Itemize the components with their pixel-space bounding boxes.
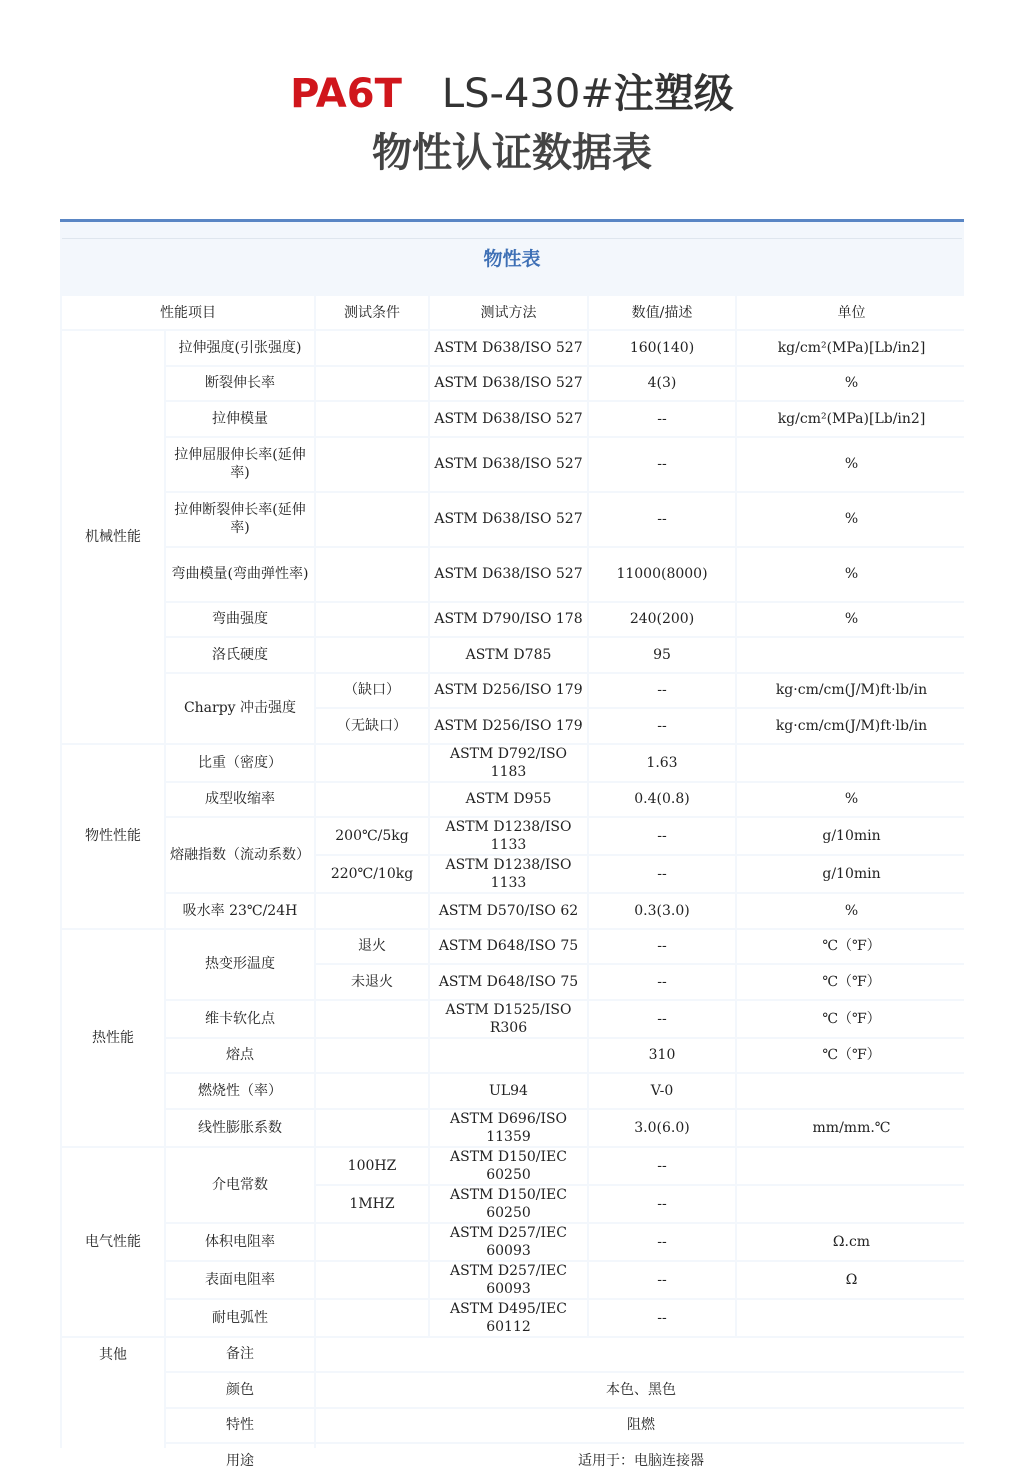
value-cell: -- <box>589 1001 735 1037</box>
condition-cell: 未退火 <box>316 965 428 999</box>
table-row <box>62 638 966 672</box>
unit-cell <box>737 1300 966 1336</box>
item-cell: 熔点 <box>166 1039 314 1073</box>
remark-cell <box>316 1338 966 1372</box>
brand-name: PA6T <box>290 71 402 117</box>
item-cell: 备注 <box>166 1338 314 1372</box>
method-cell: ASTM D638/ISO 527 <box>430 438 587 491</box>
condition-cell: 100HZ <box>316 1148 428 1184</box>
value-cell: -- <box>589 493 735 546</box>
value-cell: 1.63 <box>589 745 735 781</box>
item-cell: 燃烧性（率） <box>166 1074 314 1108</box>
value-cell: 310 <box>589 1039 735 1073</box>
method-cell: ASTM D648/ISO 75 <box>430 930 587 964</box>
header-item: 性能项目 <box>62 296 314 329</box>
table-row <box>62 930 966 964</box>
table-row <box>62 818 966 854</box>
table-row <box>62 1338 966 1372</box>
item-cell: 热变形温度 <box>166 930 314 999</box>
table-row <box>62 1224 966 1260</box>
method-cell: ASTM D638/ISO 527 <box>430 331 587 365</box>
unit-cell <box>737 745 966 781</box>
condition-cell: 200℃/5kg <box>316 818 428 854</box>
value-cell: -- <box>589 856 735 892</box>
condition-cell <box>316 402 428 436</box>
item-cell: 断裂伸长率 <box>166 367 314 401</box>
unit-cell: ℃（℉） <box>737 965 966 999</box>
method-cell: ASTM D570/ISO 62 <box>430 894 587 928</box>
unit-cell: ℃（℉） <box>737 1001 966 1037</box>
unit-cell: g/10min <box>737 856 966 892</box>
unit-cell <box>737 1148 966 1184</box>
value-cell: -- <box>589 930 735 964</box>
method-cell: ASTM D638/ISO 527 <box>430 402 587 436</box>
method-cell: ASTM D1525/ISO R306 <box>430 1001 587 1037</box>
page-subtitle: 物性认证数据表 <box>372 130 652 176</box>
table-row <box>62 1148 966 1184</box>
unit-cell: kg/cm²(MPa)[Lb/in2] <box>737 331 966 365</box>
table-row <box>62 1001 966 1037</box>
unit-cell: Ω.cm <box>737 1224 966 1260</box>
item-cell: Charpy 冲击强度 <box>166 674 314 743</box>
value-cell: 4(3) <box>589 367 735 401</box>
value-cell: -- <box>589 1148 735 1184</box>
condition-cell <box>316 1300 428 1336</box>
value-cell: 240(200) <box>589 603 735 637</box>
method-cell: ASTM D785 <box>430 638 587 672</box>
unit-cell: kg·cm/cm(J/M)ft·lb/in <box>737 674 966 708</box>
method-cell: ASTM D495/IEC 60112 <box>430 1300 587 1336</box>
table-row <box>62 367 966 401</box>
unit-cell: % <box>737 367 966 401</box>
item-cell: 成型收缩率 <box>166 783 314 817</box>
table-row <box>62 1373 966 1407</box>
unit-cell <box>737 638 966 672</box>
method-cell: ASTM D696/ISO 11359 <box>430 1110 587 1146</box>
method-cell: ASTM D955 <box>430 783 587 817</box>
condition-cell <box>316 548 428 601</box>
unit-cell: mm/mm.℃ <box>737 1110 966 1146</box>
table-row <box>62 894 966 928</box>
method-cell <box>430 1039 587 1073</box>
item-cell: 拉伸断裂伸长率(延伸率) <box>166 493 314 546</box>
unit-cell: kg·cm/cm(J/M)ft·lb/in <box>737 709 966 743</box>
table-row <box>62 674 966 708</box>
value-cell: -- <box>589 402 735 436</box>
unit-cell: % <box>737 603 966 637</box>
value-cell: -- <box>589 965 735 999</box>
method-cell: ASTM D638/ISO 527 <box>430 548 587 601</box>
condition-cell <box>316 1262 428 1298</box>
table-row <box>62 1262 966 1298</box>
item-cell: 拉伸模量 <box>166 402 314 436</box>
method-cell: ASTM D638/ISO 527 <box>430 367 587 401</box>
header-unit: 单位 <box>737 296 966 329</box>
condition-cell <box>316 1074 428 1108</box>
item-cell: 特性 <box>166 1409 314 1443</box>
unit-cell: ℃（℉） <box>737 1039 966 1073</box>
condition-cell: （无缺口） <box>316 709 428 743</box>
item-cell: 拉伸强度(引张强度) <box>166 331 314 365</box>
datasheet-frame <box>60 219 964 1469</box>
value-cell: -- <box>589 438 735 491</box>
item-cell: 颜色 <box>166 1373 314 1407</box>
page-title <box>0 66 1024 122</box>
method-cell: ASTM D257/IEC 60093 <box>430 1224 587 1260</box>
value-cell: -- <box>589 1262 735 1298</box>
value-cell: V-0 <box>589 1074 735 1108</box>
model-number: LS-430# <box>441 71 614 117</box>
method-cell: ASTM D792/ISO 1183 <box>430 745 587 781</box>
item-cell: 比重（密度） <box>166 745 314 781</box>
method-cell: ASTM D1238/ISO 1133 <box>430 856 587 892</box>
properties-table <box>60 294 968 1480</box>
feature-cell: 阻燃 <box>316 1409 966 1443</box>
unit-cell: % <box>737 783 966 817</box>
condition-cell: 1MHZ <box>316 1186 428 1222</box>
item-cell: 介电常数 <box>166 1148 314 1222</box>
item-cell: 表面电阻率 <box>166 1262 314 1298</box>
condition-cell <box>316 1039 428 1073</box>
unit-cell: % <box>737 548 966 601</box>
condition-cell <box>316 331 428 365</box>
table-row <box>62 1409 966 1443</box>
value-cell: -- <box>589 818 735 854</box>
value-cell: 3.0(6.0) <box>589 1110 735 1146</box>
condition-cell <box>316 745 428 781</box>
condition-cell: （缺口） <box>316 674 428 708</box>
unit-cell: % <box>737 493 966 546</box>
frame-top-strip <box>62 222 962 239</box>
method-cell: ASTM D648/ISO 75 <box>430 965 587 999</box>
category-electrical: 电气性能 <box>62 1148 164 1336</box>
item-cell: 洛氏硬度 <box>166 638 314 672</box>
condition-cell <box>316 603 428 637</box>
table-row <box>62 1444 966 1478</box>
unit-cell: g/10min <box>737 818 966 854</box>
item-cell: 线性膨胀系数 <box>166 1110 314 1146</box>
condition-cell <box>316 438 428 491</box>
value-cell: 160(140) <box>589 331 735 365</box>
grade-label: 注塑级 <box>613 71 734 117</box>
value-cell: 0.4(0.8) <box>589 783 735 817</box>
condition-cell <box>316 894 428 928</box>
unit-cell: % <box>737 894 966 928</box>
item-cell: 用途 <box>166 1444 314 1478</box>
unit-cell: kg/cm²(MPa)[Lb/in2] <box>737 402 966 436</box>
method-cell: UL94 <box>430 1074 587 1108</box>
item-cell: 拉伸屈服伸长率(延伸率) <box>166 438 314 491</box>
category-mechanical: 机械性能 <box>62 331 164 743</box>
method-cell: ASTM D790/ISO 178 <box>430 603 587 637</box>
table-row <box>62 603 966 637</box>
condition-cell <box>316 783 428 817</box>
value-cell: -- <box>589 1300 735 1336</box>
table-row <box>62 1300 966 1336</box>
table-row <box>62 548 966 601</box>
table-row <box>62 402 966 436</box>
unit-cell <box>737 1186 966 1222</box>
color-cell: 本色、黑色 <box>316 1373 966 1407</box>
item-cell: 体积电阻率 <box>166 1224 314 1260</box>
method-cell: ASTM D257/IEC 60093 <box>430 1262 587 1298</box>
value-cell: 0.3(3.0) <box>589 894 735 928</box>
table-row <box>62 1110 966 1146</box>
condition-cell <box>316 367 428 401</box>
title-block <box>0 66 1024 184</box>
table-row <box>62 1039 966 1073</box>
value-cell: -- <box>589 674 735 708</box>
value-cell: 11000(8000) <box>589 548 735 601</box>
method-cell: ASTM D150/IEC 60250 <box>430 1148 587 1184</box>
table-row <box>62 438 966 491</box>
table-row <box>62 783 966 817</box>
condition-cell <box>316 1224 428 1260</box>
table-row <box>62 331 966 365</box>
header-value: 数值/描述 <box>589 296 735 329</box>
method-cell: ASTM D638/ISO 527 <box>430 493 587 546</box>
table-row <box>62 745 966 781</box>
header-method: 测试方法 <box>430 296 587 329</box>
unit-cell <box>737 1074 966 1108</box>
unit-cell: ℃（℉） <box>737 930 966 964</box>
value-cell: -- <box>589 1186 735 1222</box>
condition-cell <box>316 1110 428 1146</box>
condition-cell <box>316 1001 428 1037</box>
header-row <box>62 296 966 329</box>
table-caption: 物性表 <box>483 248 541 270</box>
table-row <box>62 493 966 546</box>
item-cell: 吸水率 23℃/24H <box>166 894 314 928</box>
unit-cell: Ω <box>737 1262 966 1298</box>
application-cell: 适用于：电脑连接器 <box>316 1444 966 1478</box>
condition-cell: 220℃/10kg <box>316 856 428 892</box>
item-cell: 弯曲模量(弯曲弹性率) <box>166 548 314 601</box>
method-cell: ASTM D256/ISO 179 <box>430 709 587 743</box>
condition-cell <box>316 638 428 672</box>
value-cell: 95 <box>589 638 735 672</box>
value-cell: -- <box>589 1224 735 1260</box>
method-cell: ASTM D1238/ISO 1133 <box>430 818 587 854</box>
category-other: 其他 <box>62 1338 164 1478</box>
method-cell: ASTM D150/IEC 60250 <box>430 1186 587 1222</box>
category-physical: 物性性能 <box>62 745 164 928</box>
method-cell: ASTM D256/ISO 179 <box>430 674 587 708</box>
table-row <box>62 1074 966 1108</box>
item-cell: 弯曲强度 <box>166 603 314 637</box>
item-cell: 熔融指数（流动系数） <box>166 818 314 892</box>
unit-cell: % <box>737 438 966 491</box>
value-cell: -- <box>589 709 735 743</box>
item-cell: 维卡软化点 <box>166 1001 314 1037</box>
header-condition: 测试条件 <box>316 296 428 329</box>
condition-cell: 退火 <box>316 930 428 964</box>
condition-cell <box>316 493 428 546</box>
category-thermal: 热性能 <box>62 930 164 1146</box>
item-cell: 耐电弧性 <box>166 1300 314 1336</box>
